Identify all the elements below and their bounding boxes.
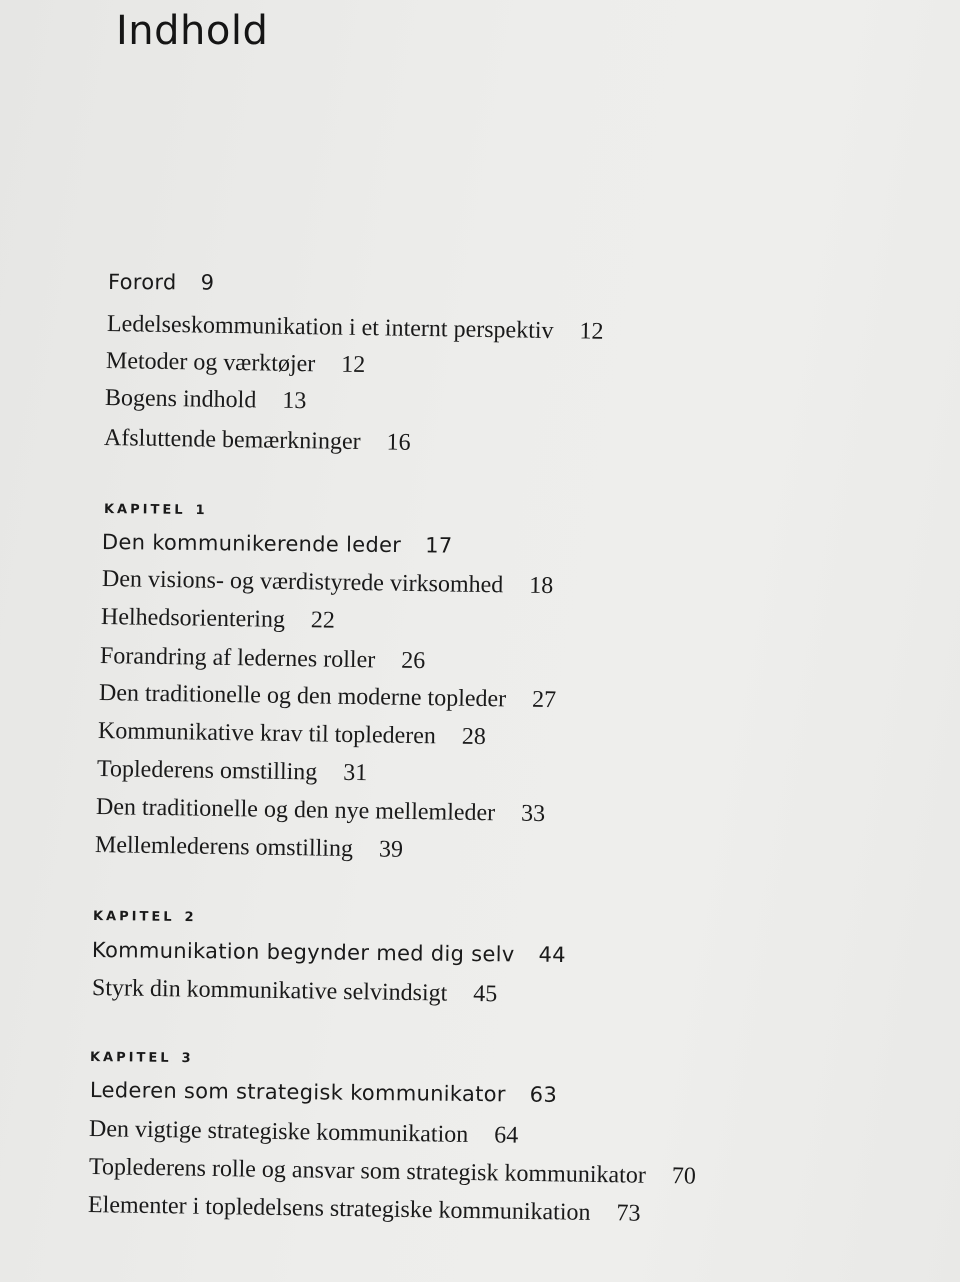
toc-entry bbox=[104, 425, 411, 457]
chapter-number: 2 bbox=[184, 909, 194, 926]
toc-page-number: 26 bbox=[401, 647, 426, 675]
toc-entry-label: Den vigtige strategiske kommunikation bbox=[88, 1116, 469, 1148]
chapter-number: 3 bbox=[181, 1050, 191, 1067]
toc-entry bbox=[89, 1116, 519, 1150]
toc-page-number: 73 bbox=[616, 1200, 641, 1227]
toc-heading-label: Kommunikation begynder med dig selv bbox=[91, 938, 515, 967]
toc-entry bbox=[96, 794, 546, 828]
chapter-number: 1 bbox=[195, 502, 205, 519]
toc-heading-forord bbox=[108, 270, 214, 295]
toc-page-number: 33 bbox=[520, 800, 546, 828]
toc-entry-label: Bogens indhold bbox=[104, 385, 257, 414]
toc-entry-label: Metoder og værktøjer bbox=[105, 348, 316, 378]
toc-entry bbox=[97, 756, 368, 787]
toc-entry-label: Toplederens rolle og ansvar som strategisk kommunikator bbox=[88, 1154, 647, 1189]
toc-page-number: 18 bbox=[529, 572, 554, 600]
toc-entry-label: Den traditionelle og den nye mellemleder bbox=[95, 794, 496, 827]
toc-page-number: 28 bbox=[461, 723, 487, 751]
page-title: Indhold bbox=[116, 8, 269, 54]
toc-page-number: 39 bbox=[378, 836, 404, 863]
toc-page-number: 12 bbox=[341, 351, 366, 379]
toc-heading bbox=[102, 530, 453, 558]
chapter-kicker-label: KAPITEL bbox=[89, 1050, 172, 1066]
toc-entry bbox=[95, 832, 403, 864]
chapter-kicker bbox=[90, 1050, 191, 1066]
toc-page-number: 64 bbox=[494, 1122, 519, 1149]
toc-page-number: 16 bbox=[386, 429, 411, 456]
toc-page-number: 31 bbox=[343, 759, 368, 787]
toc-entry bbox=[100, 643, 426, 675]
toc-entry-label: Toplederens omstilling bbox=[96, 756, 318, 786]
toc-entry-label: Elementer i topledelsens strategiske kommunikation bbox=[87, 1192, 591, 1226]
toc-entry-label: Afsluttende bemærkninger bbox=[103, 425, 361, 456]
toc-entry bbox=[106, 348, 366, 379]
toc-heading bbox=[92, 938, 566, 967]
toc-entry bbox=[105, 385, 307, 415]
toc-page-number: 45 bbox=[473, 980, 498, 1008]
toc-heading-label: Den kommunikerende leder bbox=[101, 530, 402, 558]
toc-page-number: 70 bbox=[671, 1163, 697, 1190]
toc-entry bbox=[89, 1154, 696, 1191]
toc-entry bbox=[107, 311, 604, 346]
toc-entry-label: Den visions- og værdistyrede virksomhed bbox=[101, 566, 504, 599]
toc-entry bbox=[102, 566, 554, 600]
toc-heading-label: Forord bbox=[107, 270, 177, 295]
toc-page-number: 13 bbox=[282, 387, 307, 415]
toc-page-number: 17 bbox=[425, 533, 453, 558]
toc-page-number: 22 bbox=[310, 607, 336, 634]
toc-heading-label: Lederen som strategisk kommunikator bbox=[89, 1078, 506, 1107]
toc-entry bbox=[99, 680, 557, 714]
chapter-kicker-label: KAPITEL bbox=[103, 502, 186, 518]
toc-page-number: 27 bbox=[531, 686, 557, 714]
chapter-kicker bbox=[104, 502, 205, 518]
toc-entry bbox=[98, 718, 486, 751]
toc-page-number: 9 bbox=[200, 270, 215, 295]
toc-page-number: 44 bbox=[538, 942, 566, 967]
toc-entry bbox=[92, 975, 498, 1008]
toc-entry-label: Styrk din kommunikative selvindsigt bbox=[91, 975, 448, 1007]
toc-entry-label: Den traditionelle og den moderne topleder bbox=[98, 680, 507, 713]
chapter-kicker-label: KAPITEL bbox=[92, 909, 175, 925]
toc-page-number: 12 bbox=[579, 318, 604, 345]
toc-entry bbox=[88, 1192, 641, 1228]
toc-heading bbox=[90, 1078, 557, 1107]
toc-entry-label: Kommunikative krav til toplederen bbox=[97, 718, 437, 750]
toc-entry-label: Ledelseskommunikation i et internt perspektiv bbox=[106, 311, 554, 345]
toc-entry-label: Forandring af ledernes roller bbox=[99, 643, 376, 674]
toc-page-number: 63 bbox=[529, 1082, 558, 1107]
toc-entry-label: Helhedsorientering bbox=[100, 604, 286, 633]
chapter-kicker bbox=[93, 909, 194, 925]
toc-entry bbox=[101, 604, 335, 635]
toc-entry-label: Mellemlederens omstilling bbox=[94, 832, 354, 863]
